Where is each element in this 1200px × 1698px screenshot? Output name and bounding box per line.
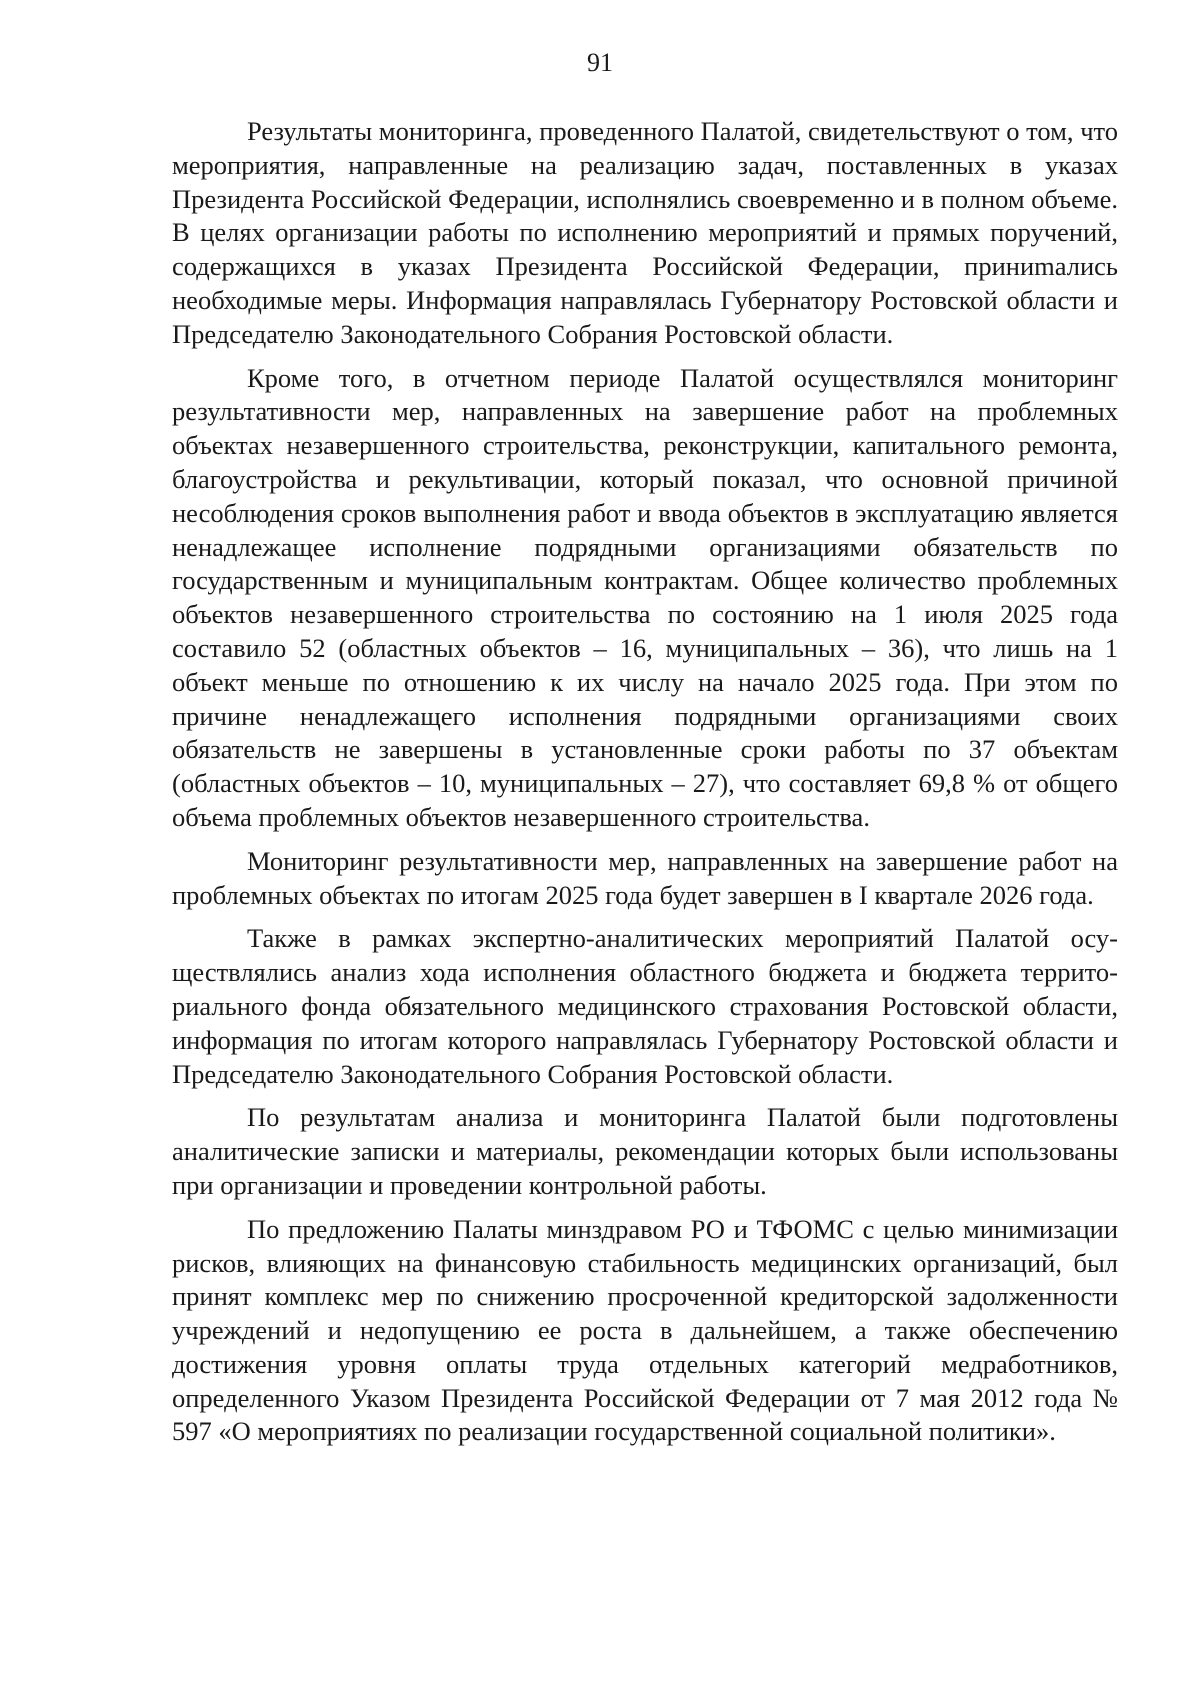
page-number: 91 [587,48,613,77]
paragraph-monitoring-completion: Мониторинг результативности мер, направленных на завершение работ на проблемных объектах по итогам 2025 года будет завершен в I квартале 2026 года. [172,845,1118,910]
paragraph-monitoring-results: Результаты мониторинга, проведенного Палатой, свидетельствуют о том, что мероприятия, направленные на реализацию задач, поставленных в указах Президента Российской Федерации, исполнялись своевременно и в полном объеме. В целях организации работы по исполнению мероприятий и прямых поручений, содержащихся в указах Президента Российской Федерации, приниmались необходимые меры. Информация направлялась Губернатору Ростовской области и Председателю Законодательного Собрания Ростовской области. [172,116,1118,349]
paragraph-healthcare-measures: По предложению Палаты минздравом РО и ТФОМС с целью минимизации рисков, влияющих на финансовую стабильность медицинских организаций, был принят комплекс мер по снижению просроченной кредиторской задолженности учреждений и недопущению ее роста в дальнейшем, а также обеспечению достижения уровня оплаты труда отдельных категорий медработников, определенного Указом Президента Российской Федерации от 7 мая 2012 года № 597 «О мероприятиях по реализации государственной социальной политики». [172,1213,1118,1447]
body-text [172,115,1118,1459]
paragraph-unfinished-construction: Кроме того, в отчетном периоде Палатой осуществлялся мониторинг результативности мер, направленных на завершение работ на проблемных объектах незавершенного строительства, реконструкции, капитального ремонта, благоустройства и рекультивации, который показал, что основной причиной несоблюдения сроков выполнения работ и ввода объектов в эксплуатацию является ненадлежащее исполнение подрядными организациями обязательств по государственным и муниципальным контрактам. Общее количество проблемных объектов незавершенного строительства по состоянию на 1 июля 2025 года составило 52 (областных объектов – 16, муниципальных – 36), что лишь на 1 объект меньше по отношению к их числу на начало 2025 года. При этом по причине ненадлежащего исполнения подрядными организациями своих обязательств не завершены в установленные сроки работы по 37 объектам (областных объектов – 10, муниципальных – 27), что составляет 69,8 % от общего объема проблемных объектов незавершенного строительства. [172,362,1118,832]
paragraph-analytical-notes: По результатам анализа и мониторинга Палатой были подготовлены аналитические записки и материалы, рекомендации которых были использованы при организации и проведении контрольной работы. [172,1102,1118,1200]
paragraph-budget-analysis: Также в рамках экспертно-аналитических мероприятий Палатой осуществлялись анализ хода исполнения областного бюджета и бюджета территориального фонда обязательного медицинского страхования Ростовской области, информация по итогам которого направлялась Губернатору Ростовской области и Председателю Законодательного Собрания Ростовской области. [172,923,1118,1089]
